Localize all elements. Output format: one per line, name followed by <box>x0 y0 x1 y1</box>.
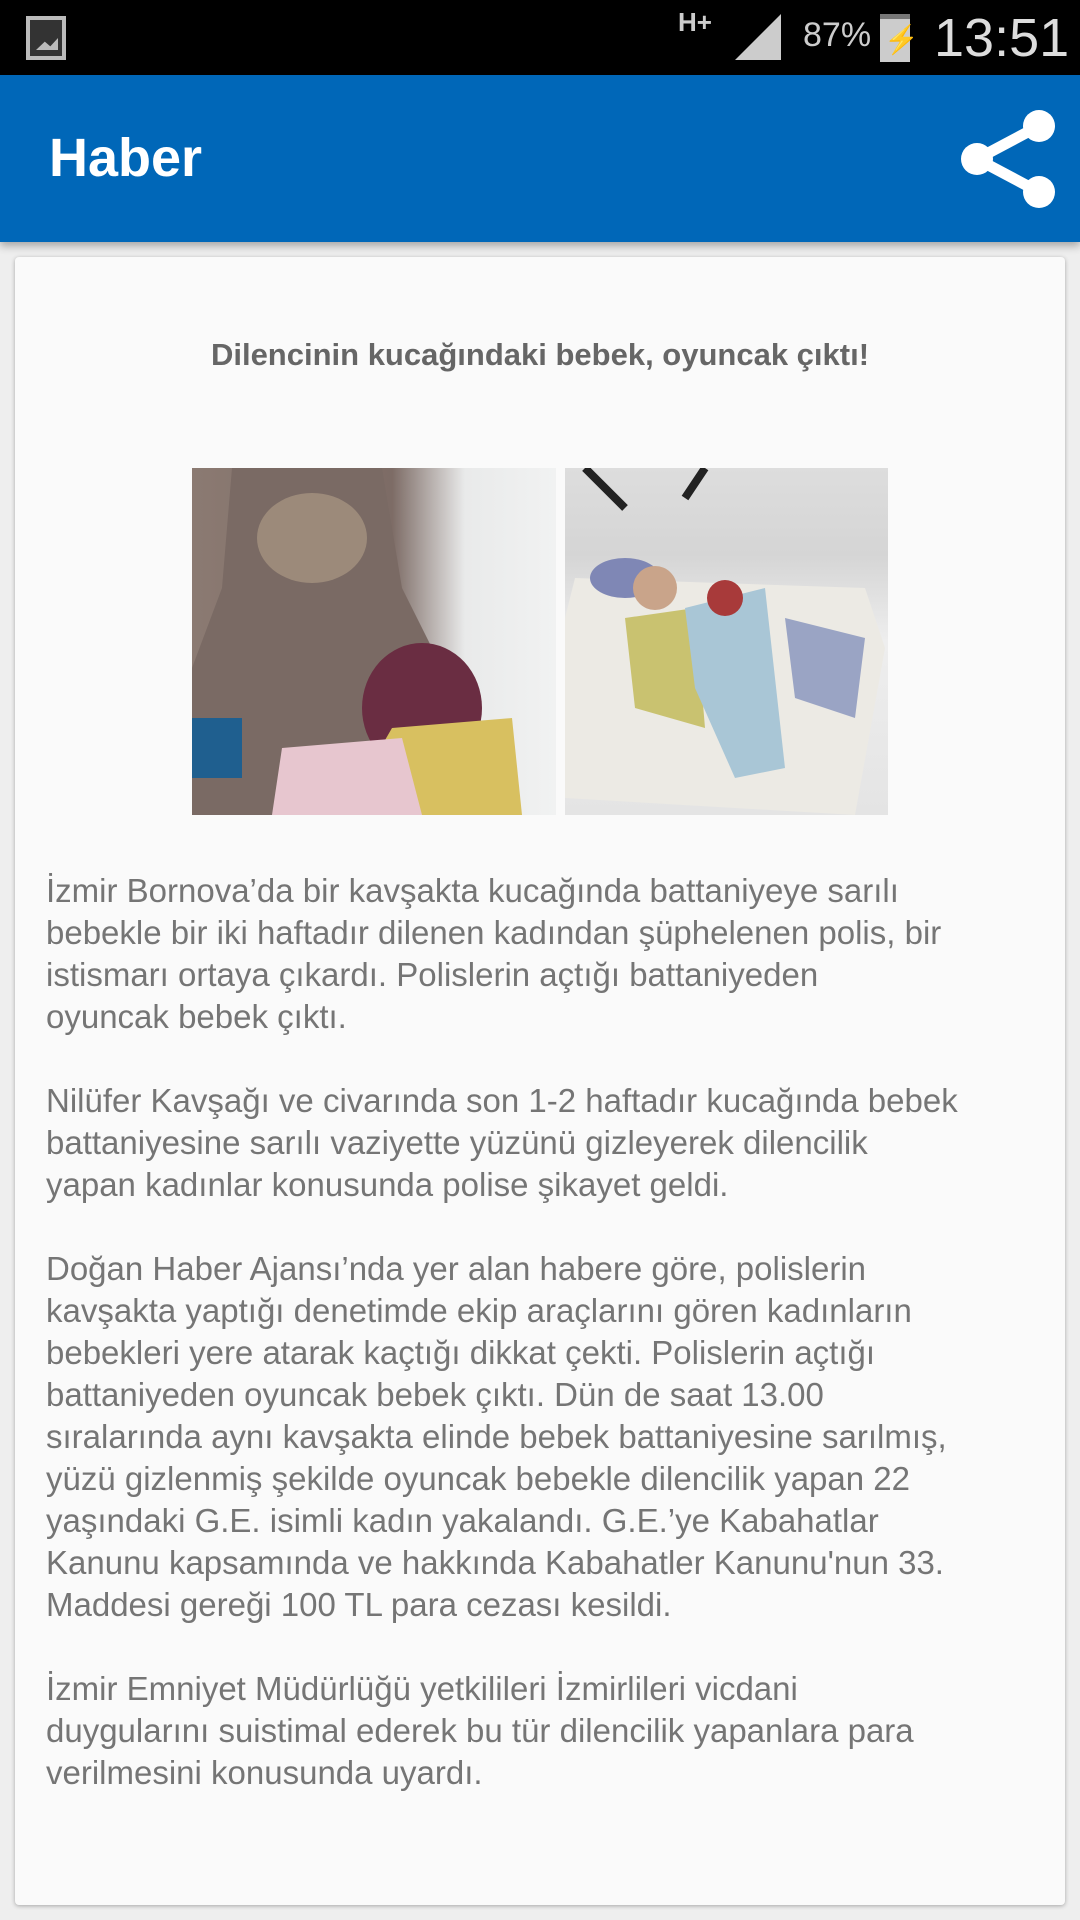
paragraph-line: bebekleri yere atarak kaçtığı dikkat çekti. Polislerin açtığı <box>46 1334 876 1371</box>
paragraph-line: yaşındaki G.E. isimli kadın yakalandı. G.E.’ye Kabahatlar <box>46 1502 879 1539</box>
article-headline: Dilencinin kucağındaki bebek, oyuncak çıktı! <box>210 337 870 372</box>
paragraph-line: sıralarında aynı kavşakta elinde bebek battaniyesine sarılmış, <box>46 1418 947 1455</box>
network-type-icon: H+ <box>678 7 712 37</box>
article-body <box>46 870 958 1836</box>
clock: 13:51 <box>934 8 1070 68</box>
status-bar <box>0 0 1080 75</box>
article-paragraph <box>46 1248 958 1626</box>
paragraph-line: duygularını suistimal ederek bu tür dilencilik yapanlara para <box>46 1712 914 1749</box>
battery-charging-icon <box>880 14 910 62</box>
paragraph-line: yapan kadınlar konusunda polise şikayet geldi. <box>46 1166 729 1203</box>
paragraph-line: kavşakta yaptığı denetimde ekip araçlarını gören kadınların <box>46 1292 912 1329</box>
paragraph-line: İzmir Emniyet Müdürlüğü yetkilileri İzmirlileri vicdani <box>46 1670 798 1707</box>
paragraph-line: istismarı ortaya çıkardı. Polislerin açtığı battaniyeden <box>46 956 819 993</box>
article-paragraph <box>46 1080 958 1206</box>
battery-percent: 87% <box>803 16 872 54</box>
gallery-notification-icon <box>26 16 66 60</box>
signal-icon <box>735 14 781 60</box>
share-icon <box>955 109 1063 209</box>
paragraph-line: bebekle bir iki haftadır dilenen kadından şüphelenen polis, bir <box>46 914 942 951</box>
paragraph-line: battaniyesine sarılı vaziyette yüzünü gizleyerek dilencilik <box>46 1124 868 1161</box>
article-photo-dolls-on-blanket[interactable] <box>565 468 888 815</box>
paragraph-line: oyuncak bebek çıktı. <box>46 998 347 1035</box>
paragraph-line: Nilüfer Kavşağı ve civarında son 1-2 haftadır kucağında bebek <box>46 1082 958 1119</box>
article-card <box>15 257 1065 1905</box>
share-button[interactable] <box>955 109 1063 209</box>
paragraph-line: Maddesi gereği 100 TL para cezası kesildi. <box>46 1586 672 1623</box>
app-title: Haber <box>49 128 203 188</box>
paragraph-line: verilmesini konusunda uyardı. <box>46 1754 483 1791</box>
article-paragraph <box>46 1668 958 1794</box>
article-photo-woman-with-doll[interactable] <box>192 468 556 815</box>
app-bar <box>0 75 1080 242</box>
paragraph-line: Doğan Haber Ajansı’nda yer alan habere göre, polislerin <box>46 1250 867 1287</box>
article-paragraph <box>46 870 958 1038</box>
paragraph-line: battaniyeden oyuncak bebek çıktı. Dün de saat 13.00 <box>46 1376 824 1413</box>
paragraph-line: yüzü gizlenmiş şekilde oyuncak bebekle dilencilik yapan 22 <box>46 1460 910 1497</box>
paragraph-line: Kanunu kapsamında ve hakkında Kabahatler Kanunu'nun 33. <box>46 1544 944 1581</box>
paragraph-line: İzmir Bornova’da bir kavşakta kucağında battaniyeye sarılı <box>46 872 899 909</box>
